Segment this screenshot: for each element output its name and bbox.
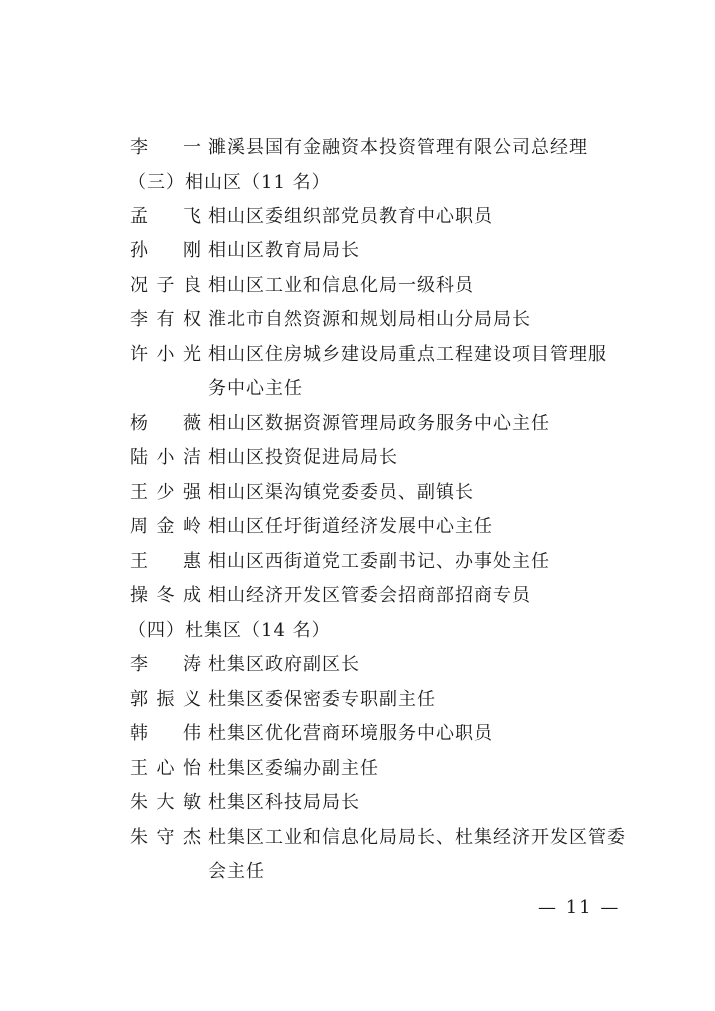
person-title: 相山区工业和信息化局一级科员 [208,275,474,296]
person-name: 况子良 [130,275,202,296]
person-title: 杜集区委保密委专职副主任 [208,689,436,710]
person-title: 相山区任圩街道经济发展中心主任 [208,516,493,537]
person-title: 杜集区委编办副主任 [208,758,379,779]
section-heading-xiangshan: （三）相山区（11 名） [128,172,331,193]
person-title: 杜集区优化营商环境服务中心职员 [208,723,493,744]
person-title: 相山区投资促进局局长 [208,447,398,468]
person-title: 相山区西街道党工委副书记、办事处主任 [208,551,550,572]
person-name: 朱大敏 [130,792,202,813]
person-name: 许小光 [130,344,202,365]
person-name: 韩 伟 [130,723,202,744]
person-title: 相山区数据资源管理局政务服务中心主任 [208,413,550,434]
person-title: 淮北市自然资源和规划局相山分局局长 [208,309,531,330]
person-name: 王少强 [130,482,202,503]
person-name: 操冬成 [130,585,202,606]
person-title: 相山经济开发区管委会招商部招商专员 [208,585,531,606]
person-name: 郭振义 [130,689,202,710]
person-title: 濉溪县国有金融资本投资管理有限公司总经理 [208,137,588,158]
person-name: 王 惠 [130,551,202,572]
person-name: 孟 飞 [130,206,202,227]
person-name: 朱守杰 [130,827,202,848]
person-title: 相山区住房城乡建设局重点工程建设项目管理服 [208,344,607,365]
person-title: 杜集区工业和信息化局局长、杜集经济开发区管委 [208,827,626,848]
person-name: 周金岭 [130,516,202,537]
person-title-continuation: 会主任 [208,861,265,882]
person-name: 李有权 [130,309,202,330]
person-title: 相山区渠沟镇党委委员、副镇长 [208,482,474,503]
person-title: 杜集区政府副区长 [208,654,360,675]
person-name: 王心怡 [130,758,202,779]
person-name: 杨 薇 [130,413,202,434]
person-title: 相山区教育局局长 [208,240,360,261]
person-title-continuation: 务中心主任 [208,378,303,399]
person-title: 杜集区科技局局长 [208,792,360,813]
page-number: — 11 — [538,897,621,918]
person-name: 孙 刚 [130,240,202,261]
person-name: 李 一 [130,137,202,158]
section-heading-duji: （四）杜集区（14 名） [128,620,331,641]
person-title: 相山区委组织部党员教育中心职员 [208,206,493,227]
person-name: 陆小洁 [130,447,202,468]
person-name: 李 涛 [130,654,202,675]
